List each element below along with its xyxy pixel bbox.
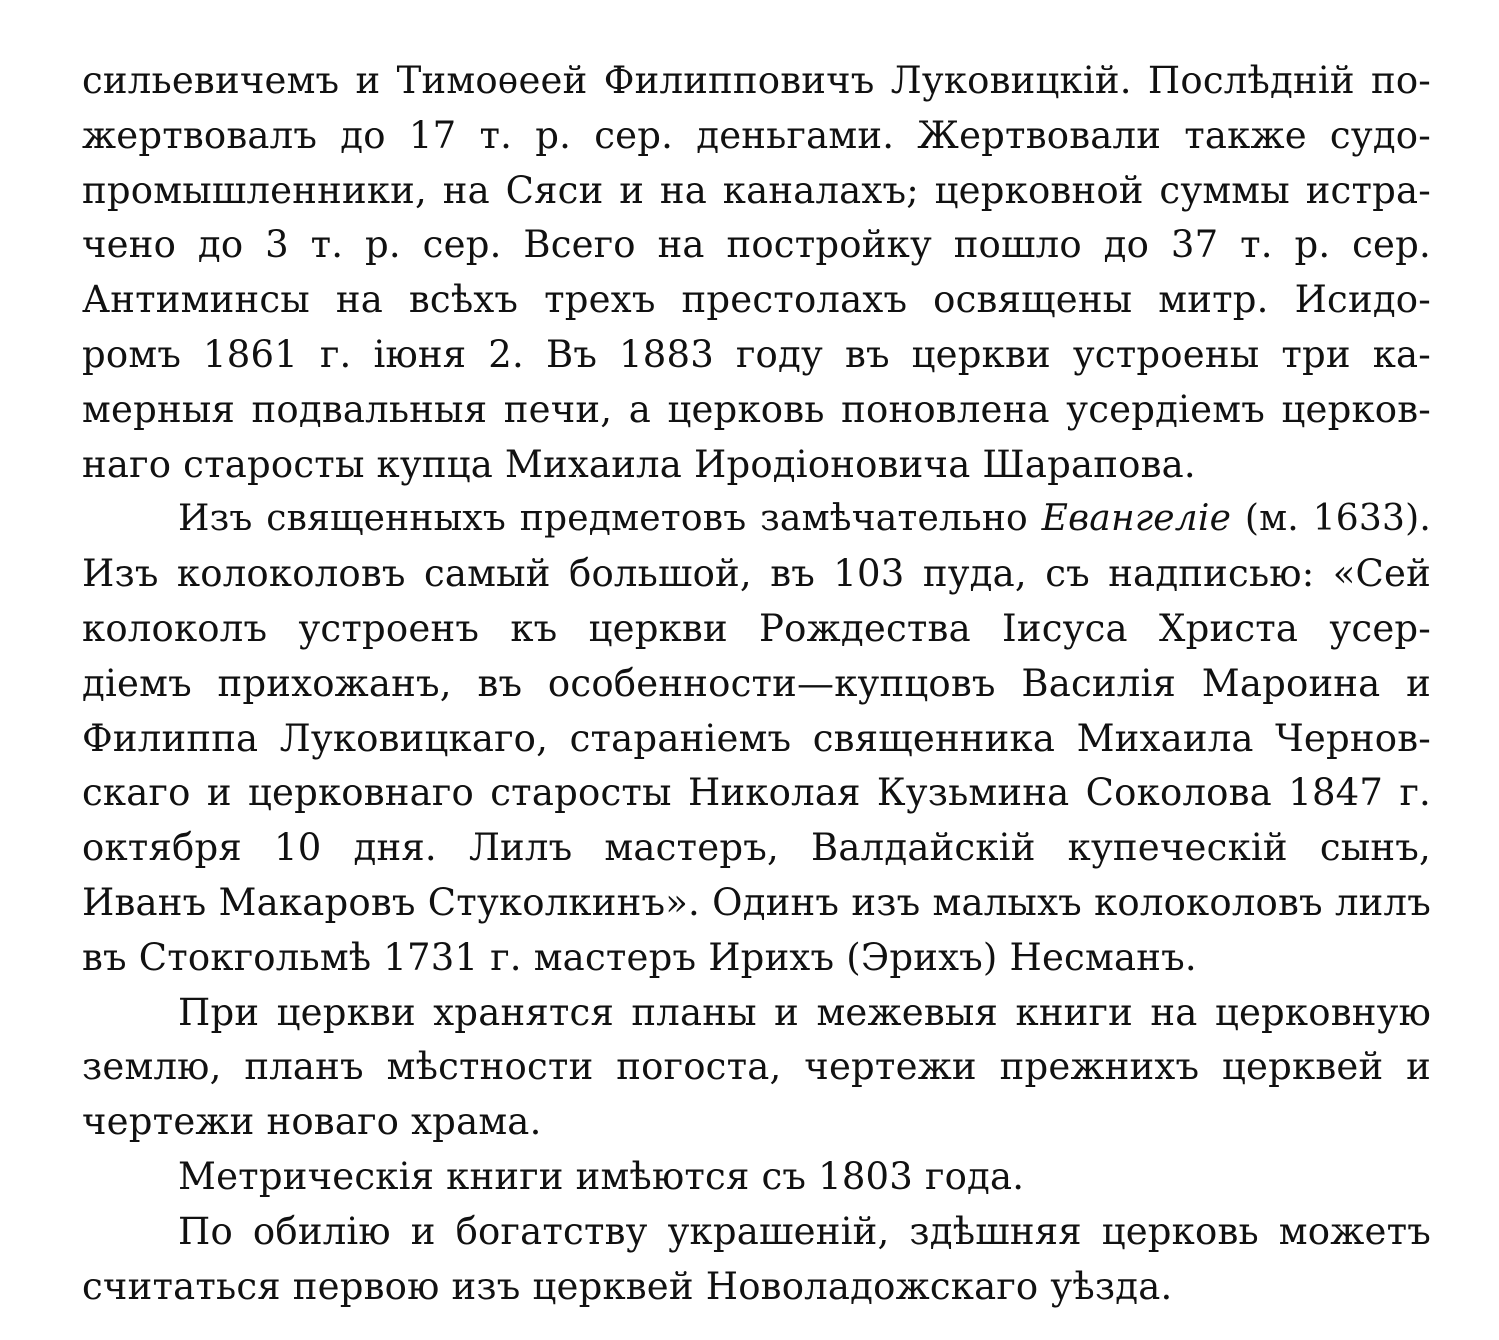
text-line: землю, планъ мѣстности погоста, чертежи прежнихъ церквей и [82, 1045, 1431, 1089]
text-line: колоколъ устроенъ къ церкви Рождества Іисуса Христа усер- [82, 606, 1431, 650]
text-line: скаго и церковнаго старосты Николая Кузьмина Соколова 1847 г. [82, 771, 1431, 815]
text-line: въ Стокгольмѣ 1731 г. мастеръ Ирихъ (Эрихъ) Несманъ. [82, 935, 1197, 979]
text-run: Изъ священныхъ предметовъ замѣчательно [178, 498, 1042, 540]
paragraph-metric-books [82, 1150, 1431, 1205]
text-line: промышленники, на Сяси и на каналахъ; церковной суммы истра- [82, 168, 1431, 212]
paragraph-construction-funding [82, 54, 1431, 492]
text-line: считаться первою изъ церквей Новоладожскаго уѣзда. [82, 1264, 1173, 1308]
paragraph-plans-and-books [82, 986, 1431, 1150]
text-line: ромъ 1861 г. іюня 2. Въ 1883 году въ церкви устроены три ка- [82, 332, 1431, 376]
text-line: По обилію и богатству украшеній, здѣшняя церковь можетъ [178, 1209, 1431, 1253]
paragraph-sacred-objects [82, 492, 1431, 985]
text-line: сильевичемъ и Тимоѳеей Филипповичъ Луковицкій. Послѣдній по- [82, 59, 1431, 102]
text-run: (м. 1633). [1231, 498, 1431, 540]
text-line: Метрическія книги имѣются съ 1803 года. [178, 1154, 1025, 1198]
gospel-title: Евангеліе [1041, 498, 1232, 540]
text-line: Филиппа Луковицкаго, стараніемъ священника Михаила Чернов- [82, 716, 1431, 760]
text-line: чено до 3 т. р. сер. Всего на постройку пошло до 37 т. р. сер. [82, 223, 1431, 267]
text-line [82, 492, 1431, 547]
text-line: чертежи новаго храма. [82, 1100, 542, 1144]
text-line: мерныя подвальныя печи, а церковь поновлена усердіемъ церков- [82, 387, 1431, 431]
text-line: наго старосты купца Михаила Иродіоновича Шарапова. [82, 442, 1196, 486]
text-line: При церкви хранятся планы и межевыя книги на церковную [178, 990, 1431, 1034]
text-line: Иванъ Макаровъ Стуколкинъ». Одинъ изъ малыхъ колоколовъ лилъ [82, 880, 1431, 924]
paragraph-decoration [82, 1205, 1431, 1315]
text-line: жертвовалъ до 17 т. р. сер. деньгами. Жертвовали также судо- [82, 113, 1431, 157]
text-line: Антиминсы на всѣхъ трехъ престолахъ освящены митр. Исидо- [82, 278, 1431, 322]
text-line: Изъ колоколовъ самый большой, въ 103 пуда, съ надписью: «Сей [82, 552, 1431, 596]
text-line: октября 10 дня. Лилъ мастеръ, Валдайскій купеческій сынъ, [82, 826, 1431, 870]
text-line: діемъ прихожанъ, въ особенности—купцовъ Василія Мароина и [82, 661, 1431, 705]
